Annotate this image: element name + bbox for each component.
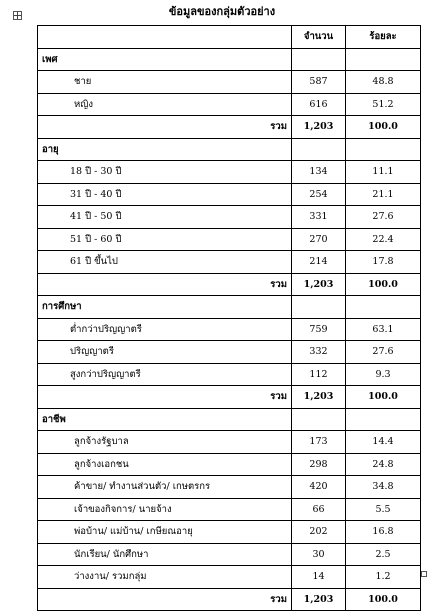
table-row (38, 543, 421, 566)
section-row (38, 296, 421, 319)
sample-data-table (37, 25, 421, 611)
row-count: 134 (292, 161, 346, 184)
total-count: 1,203 (292, 588, 346, 611)
section-row (38, 48, 421, 71)
empty-cell (346, 48, 421, 71)
table-row (38, 363, 421, 386)
row-percent: 21.1 (346, 183, 421, 206)
section-heading: เพศ (38, 48, 292, 71)
row-count: 587 (292, 71, 346, 94)
table-row (38, 206, 421, 229)
row-label: 61 ปี ขึ้นไป (38, 251, 292, 274)
row-percent: 48.8 (346, 71, 421, 94)
total-row (38, 273, 421, 296)
table-row (38, 476, 421, 499)
row-label: 51 ปี - 60 ปี (38, 228, 292, 251)
row-percent: 16.8 (346, 521, 421, 544)
row-count: 30 (292, 543, 346, 566)
empty-cell (292, 408, 346, 431)
total-row (38, 116, 421, 139)
row-percent: 22.4 (346, 228, 421, 251)
total-percent: 100.0 (346, 116, 421, 139)
row-percent: 5.5 (346, 498, 421, 521)
section-heading: อายุ (38, 138, 292, 161)
row-count: 112 (292, 363, 346, 386)
row-count: 173 (292, 431, 346, 454)
row-label: ต่ำกว่าปริญญาตรี (38, 318, 292, 341)
row-percent: 24.8 (346, 453, 421, 476)
table-title: ข้อมูลของกลุ่มตัวอย่าง (168, 5, 276, 18)
row-percent: 1.2 (346, 566, 421, 589)
row-count: 759 (292, 318, 346, 341)
row-percent: 17.8 (346, 251, 421, 274)
row-count: 332 (292, 341, 346, 364)
section-heading: การศึกษา (38, 296, 292, 319)
row-percent: 14.4 (346, 431, 421, 454)
row-count: 214 (292, 251, 346, 274)
row-count: 14 (292, 566, 346, 589)
row-percent: 2.5 (346, 543, 421, 566)
header-count: จำนวน (292, 26, 346, 49)
empty-cell (292, 138, 346, 161)
row-label: พ่อบ้าน/ แม่บ้าน/ เกษียณอายุ (38, 521, 292, 544)
table-row (38, 566, 421, 589)
row-percent: 27.6 (346, 206, 421, 229)
total-percent: 100.0 (346, 386, 421, 409)
header-blank-cell (38, 26, 292, 49)
row-label: ลูกจ้างรัฐบาล (38, 431, 292, 454)
table-row (38, 431, 421, 454)
row-count: 270 (292, 228, 346, 251)
table-row (38, 251, 421, 274)
row-label: เจ้าของกิจการ/ นายจ้าง (38, 498, 292, 521)
total-count: 1,203 (292, 386, 346, 409)
row-label: ว่างงาน/ รวมกลุ่ม (38, 566, 292, 589)
total-row (38, 588, 421, 611)
row-label: ค้าขาย/ ทำงานส่วนตัว/ เกษตรกร (38, 476, 292, 499)
table-row (38, 521, 421, 544)
row-label: ปริญญาตรี (38, 341, 292, 364)
row-percent: 34.8 (346, 476, 421, 499)
section-heading: อาชีพ (38, 408, 292, 431)
total-label: รวม (38, 588, 292, 611)
table-row (38, 228, 421, 251)
table-row (38, 318, 421, 341)
table-row (38, 161, 421, 184)
table-row (38, 71, 421, 94)
row-label: 18 ปี - 30 ปี (38, 161, 292, 184)
total-label: รวม (38, 386, 292, 409)
header-row (38, 26, 421, 49)
table-row (38, 183, 421, 206)
row-count: 254 (292, 183, 346, 206)
total-label: รวม (38, 116, 292, 139)
total-count: 1,203 (292, 116, 346, 139)
row-label: หญิง (38, 93, 292, 116)
total-percent: 100.0 (346, 588, 421, 611)
table-row (38, 498, 421, 521)
row-label: ชาย (38, 71, 292, 94)
row-percent: 11.1 (346, 161, 421, 184)
row-percent: 63.1 (346, 318, 421, 341)
total-row (38, 386, 421, 409)
row-label: ลูกจ้างเอกชน (38, 453, 292, 476)
empty-cell (346, 296, 421, 319)
total-percent: 100.0 (346, 273, 421, 296)
row-percent: 27.6 (346, 341, 421, 364)
section-row (38, 138, 421, 161)
table-row (38, 341, 421, 364)
row-label: สูงกว่าปริญญาตรี (38, 363, 292, 386)
empty-cell (292, 48, 346, 71)
header-percent: ร้อยละ (346, 26, 421, 49)
row-percent: 51.2 (346, 93, 421, 116)
row-count: 298 (292, 453, 346, 476)
total-count: 1,203 (292, 273, 346, 296)
table-row (38, 93, 421, 116)
row-count: 202 (292, 521, 346, 544)
row-label: 31 ปี - 40 ปี (38, 183, 292, 206)
row-label: 41 ปี - 50 ปี (38, 206, 292, 229)
table-row (38, 453, 421, 476)
table-resize-handle[interactable] (421, 571, 427, 577)
total-label: รวม (38, 273, 292, 296)
empty-cell (292, 296, 346, 319)
row-count: 420 (292, 476, 346, 499)
empty-cell (346, 138, 421, 161)
row-count: 331 (292, 206, 346, 229)
row-percent: 9.3 (346, 363, 421, 386)
row-count: 616 (292, 93, 346, 116)
empty-cell (346, 408, 421, 431)
row-count: 66 (292, 498, 346, 521)
row-label: นักเรียน/ นักศึกษา (38, 543, 292, 566)
section-row (38, 408, 421, 431)
